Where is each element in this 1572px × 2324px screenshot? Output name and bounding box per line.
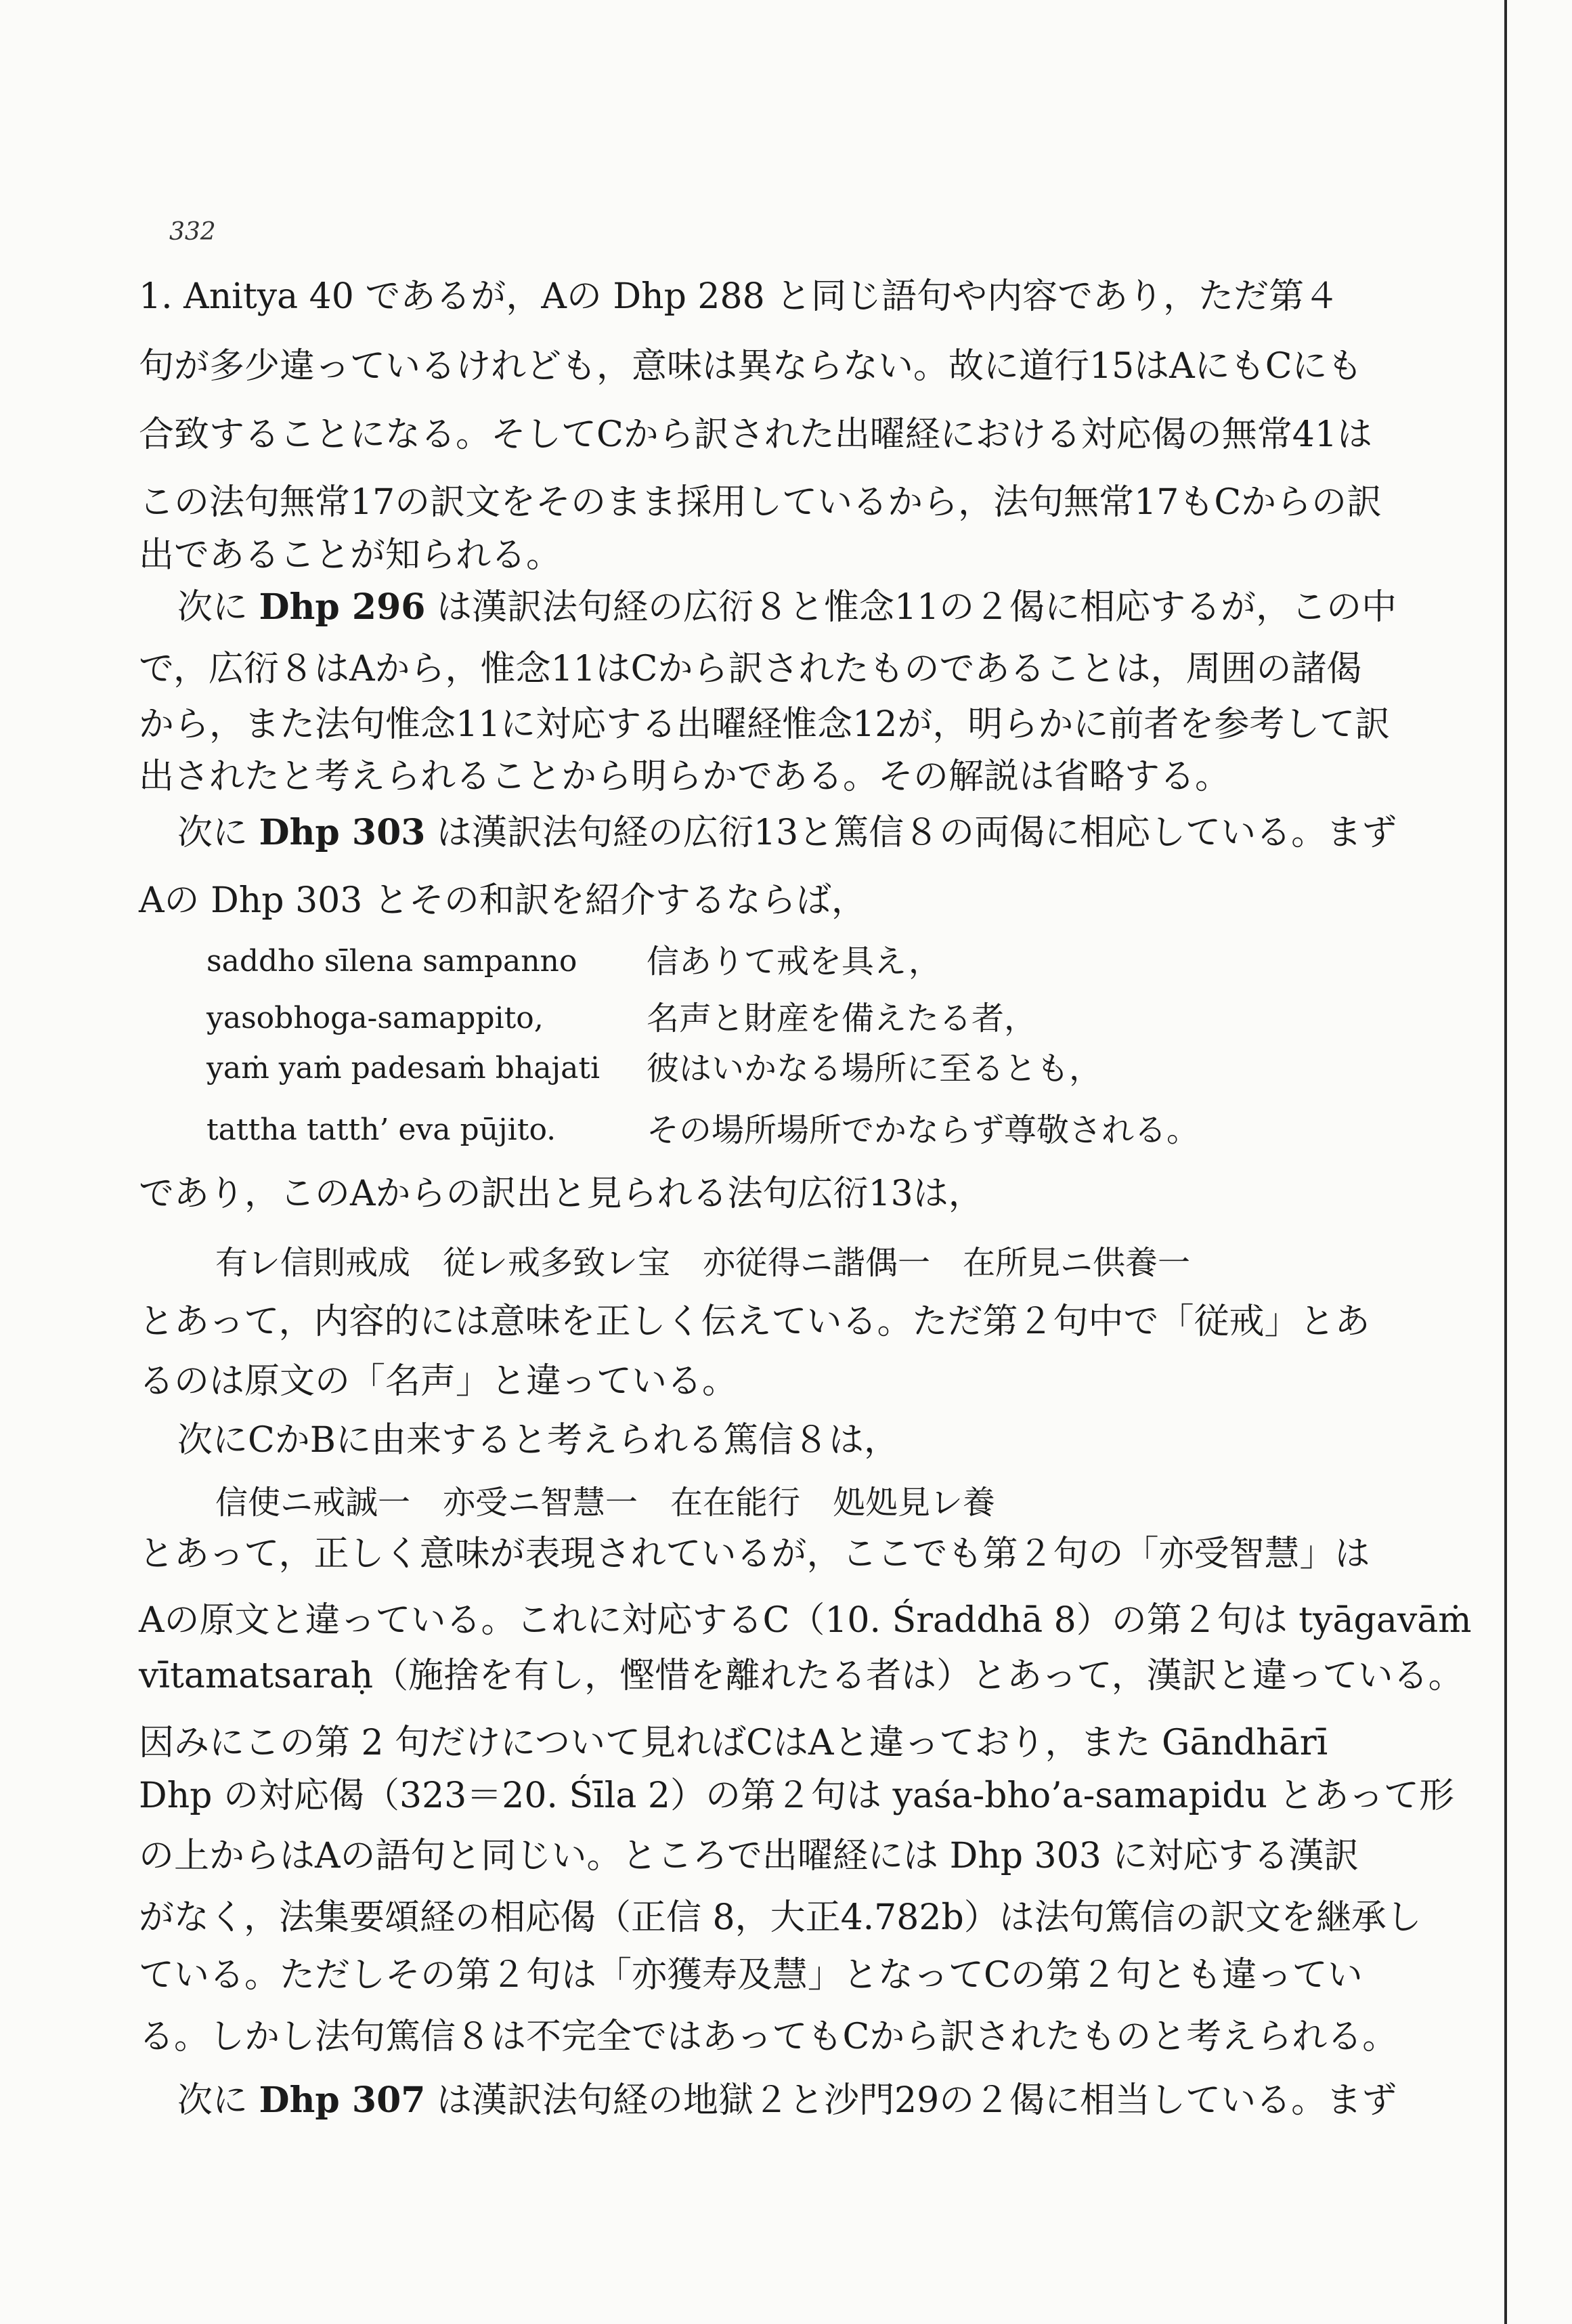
page-edge-line	[1504, 0, 1507, 2324]
text-line: Aの原文と違っている。これに対応するC（10. Śraddhā 8）の第２句は tyāgavāṁ	[139, 1600, 1472, 1641]
japanese-translation-line: 彼はいかなる場所に至るとも，	[647, 1050, 1102, 1088]
text-line: Dhp の対応偈（323＝20. Śīla 2）の第２句は yaśa-bho’a-samapidu とあって形	[139, 1776, 1455, 1816]
pali-verse-line: tattha tatth’ eva pūjito.	[206, 1113, 556, 1147]
pali-verse-line: saddho sīlena sampanno	[206, 944, 577, 978]
japanese-translation-line: その場所場所でかならず尊敬される。	[647, 1111, 1200, 1149]
text-line: ている。ただしその第２句は「亦獲寿及慧」となってCの第２句とも違ってい	[139, 1955, 1363, 1996]
text-line: の上からはAの語句と同じい。ところで出曜経には Dhp 303 に対応する漢訳	[139, 1836, 1359, 1876]
text-line: Aの Dhp 303 とその和訳を紹介するならば，	[139, 880, 867, 921]
text-line: とあって，正しく意味が表現されているが，ここでも第２句の「亦受智慧」は	[139, 1534, 1370, 1574]
text-line: から，また法句惟念11に対応する出曜経惟念12が，明らかに前者を参考して訳	[139, 704, 1391, 745]
text-line: 出されたと考えられることから明らかである。その解説は省略する。	[139, 756, 1231, 797]
text-line: であり，このAからの訳出と見られる法句広衍13は，	[139, 1174, 984, 1214]
text-line: vītamatsaraḥ（施捨を有し，慳惜を離れたる者は）とあって，漢訳と違っている。	[139, 1656, 1464, 1696]
pali-verse-line: yaṁ yaṁ padesaṁ bhajati	[206, 1051, 601, 1085]
text-line: るのは原文の「名声」と違っている。	[139, 1361, 738, 1402]
kanbun-verse: 信使ニ戒誠一 亦受ニ智慧一 在在能行 処処見レ養	[215, 1484, 996, 1522]
text-line: 次にCかBに由来すると考えられる篤信８は，	[177, 1420, 900, 1461]
text-line: 合致することになる。そしてCから訳された出曜経における対応偈の無常41は	[139, 414, 1372, 455]
text-line: とあって，内容的には意味を正しく伝えている。ただ第２句中で「従戒」とあ	[139, 1301, 1370, 1342]
text-line: で，広衍８はAから，惟念11はCから訳されたものであることは，周囲の諸偈	[139, 649, 1362, 689]
text-line: 句が多少違っているけれども，意味は異ならない。故に道行15はAにもCにも	[139, 346, 1363, 387]
text-line: 次に Dhp 307 は漢訳法句経の地獄２と沙門29の２偈に相当している。まず	[177, 2080, 1397, 2121]
kanbun-verse: 有レ信則戒成 従レ戒多致レ宝 亦従得ニ諧偶一 在所見ニ供養一	[215, 1244, 1191, 1282]
text-line: る。しかし法句篤信８は不完全ではあってもCから訳されたものと考えられる。	[139, 2017, 1398, 2057]
japanese-translation-line: 名声と財産を備えたる者，	[647, 999, 1037, 1037]
text-line: 因みにこの第 2 句だけについて見ればCはAと違っており，また Gāndhārī	[139, 1723, 1328, 1763]
text-line: がなく，法集要頌経の相応偈（正信 8，大正4.782b）は法句篤信の訳文を継承し	[139, 1897, 1422, 1938]
text-line: 次に Dhp 303 は漢訳法句経の広衍13と篤信８の両偈に相応している。まず	[177, 812, 1397, 853]
japanese-translation-line: 信ありて戒を具え，	[647, 943, 941, 981]
page-number: 332	[169, 218, 216, 246]
text-line: 次に Dhp 296 は漢訳法句経の広衍８と惟念11の２偈に相応するが，この中	[177, 586, 1397, 628]
text-line: 出であることが知られる。	[139, 535, 562, 576]
pali-verse-line: yasobhoga-samappito,	[206, 1001, 544, 1035]
text-line: この法句無常17の訳文をそのまま採用しているから，法句無常17もCからの訳	[139, 482, 1382, 523]
text-line: 1. Anitya 40 であるが，Aの Dhp 288 と同じ語句や内容であり，ただ第４	[139, 276, 1340, 317]
